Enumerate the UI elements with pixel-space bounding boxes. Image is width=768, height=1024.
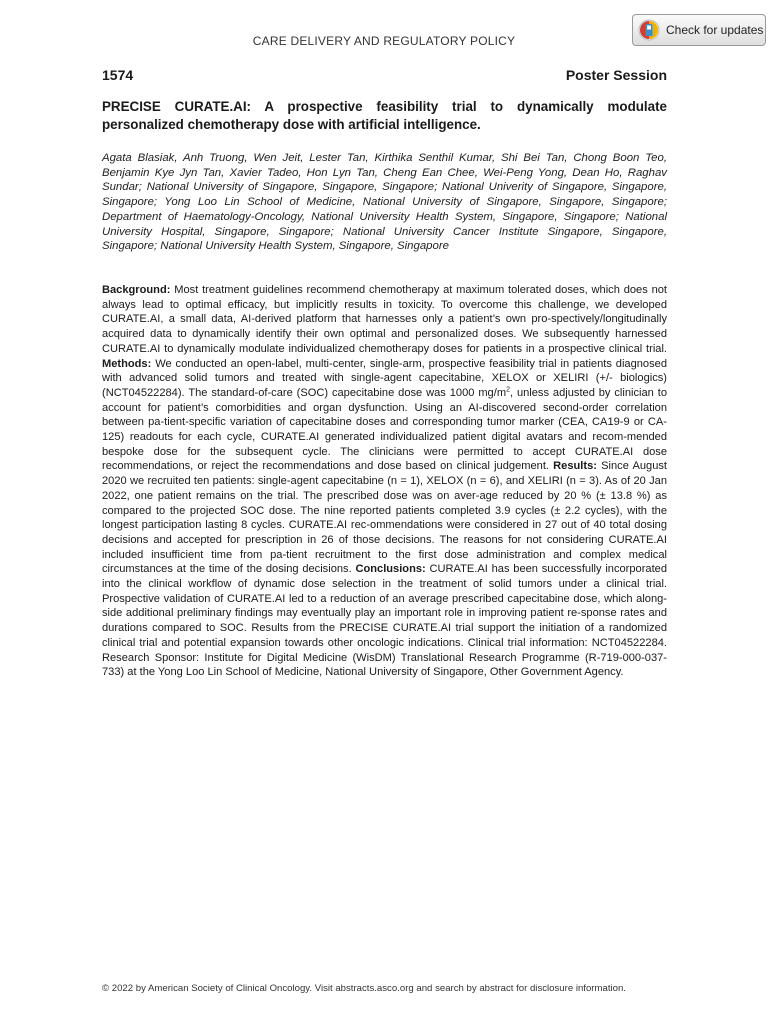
abstract-number: 1574: [102, 67, 134, 83]
journal-section-header: CARE DELIVERY AND REGULATORY POLICY: [252, 34, 516, 48]
abstract-title: PRECISE CURATE.AI: A prospective feasibility trial to dynamically modulate personalized chemotherapy dose with artificial intelligence.: [102, 99, 667, 132]
abstract-body: [102, 283, 667, 680]
crossmark-icon: [638, 19, 660, 41]
conclusions-label: Conclusions:: [355, 563, 426, 576]
author-list: Agata Blasiak, Anh Truong, Wen Jeit, Lester Tan, Kirthika Senthil Kumar, Shi Bei Tan, Chong Boon Teo, Benjamin Kye Jyn Tan, Xavier Tadeo, Hon Lyn Tan, Cheng Ean Chee, Wei-Peng Yong, Dean Ho, Raghav Sundar; National University of Singapore, Singapore, Singapore; National Univerity of Singapore, Singapore, Singapore; Yong Loo Lin School of Medicine, National University of Singapore, Singapore, Singapore; Department of Haematology-Oncology, National University Health System, Singapore, Singapore; National University Hospital, Singapore, Singapore; National University Cancer Institute Singapore, Singapore, Singapore; National University Health System, Singapore, Singapore: [102, 152, 667, 253]
check-for-updates-label: Check for updates: [666, 23, 764, 37]
methods-text: We conducted an open-label, multi-center, single-arm, prospective feasibility trial in patients diagnosed with advanced solid tumors and treated with single-agent capecitabine, XELOX or XELIRI (+/- biologics) (NCT04522284). The standard-of-care (SOC) capecitabine dose was 1000 mg/m: [102, 357, 667, 399]
background-label: Background:: [102, 284, 171, 296]
check-for-updates-button[interactable]: [632, 14, 766, 46]
copyright-footer: © 2022 by American Society of Clinical Oncology. Visit abstracts.asco.org and search by abstract for disclosure information.: [102, 983, 626, 994]
methods-superscript: 2: [506, 386, 510, 394]
session-type: Poster Session: [565, 67, 667, 83]
conclusions-text: CURATE.AI has been successfully incorporated into the clinical workflow of dynamic dose selection in the treatment of solid tumors under a clinical trial. Prospective validation of CURATE.AI led to a reduction of an average prescribed capecitabine dose, which along-side additional preliminary findings may eventually play an important role in improving patient re-sponse rates and durations compared to SOC. Results from the PRECISE CURATE.AI trial support the initiation of a randomized clinical trial and potential expansion towards other oncologic indications. Clinical trial information: NCT04522284. Research Sponsor: Institute for Digital Medicine (WisDM) Translational Research Programme (R-719-000-037-733) at the Yong Loo Lin School of Medicine, National University of Singapore, Other Government Agency.: [102, 563, 667, 679]
methods-text-continued: , unless adjusted by clinician to account for patient’s comorbidities and organ dysfunction. Using an AI-discovered second-order correlation between pa-tient-specific variation of capecitabine doses and corresponding tumor marker (CEA, CA19-9 or CA-125) readouts for each cycle, CURATE.AI generated individualized patient digital avatars and recom-mended bespoke dose for the subsequent cycle. The clinicians were permitted to accept CURATE.AI dose recommendations, or reject the recommendations and dose based on clinical judgement.: [102, 386, 667, 473]
abstract-meta-row: [102, 67, 667, 83]
methods-label: Methods:: [102, 357, 152, 370]
background-text: Most treatment guidelines recommend chemotherapy at maximum tolerated doses, which does not always lead to optimal efficacy, but implicitly results in toxicity. To overcome this challenge, we developed CURATE.AI, a small data, AI-derived platform that harnesses only a patient’s own pro-spectively/longitudinally acquired data to dynamically identify their own optimal and personalized doses. We subsequently harnessed CURATE.AI to dynamically modulate individualized chemotherapy doses for patients in a prospective clinical trial.: [102, 284, 667, 355]
results-label: Results:: [553, 460, 597, 473]
results-text: Since August 2020 we recruited ten patients: single-agent capecitabine (n = 1), XELOX (n = 6), and XELIRI (n = 3). As of 20 Jan 2022, one patient remains on the trial. The prescribed dose was on aver-age reduced by 20 % (± 13.8 %) as compared to the projected SOC dose. The nine reported patients completed 3.9 cycles (± 2.2 cycles), with the longest participation lasting 8 cycles. CURATE.AI rec-ommendations were considered in 27 out of 40 total dosing decisions and accepted for prescription in 26 of those decisions. The reasons for not considering CURATE.AI included insufficient time from pa-tient recruitment to the first dose administration and complex medical circumstances at the time of the dosing decisions.: [102, 460, 667, 576]
